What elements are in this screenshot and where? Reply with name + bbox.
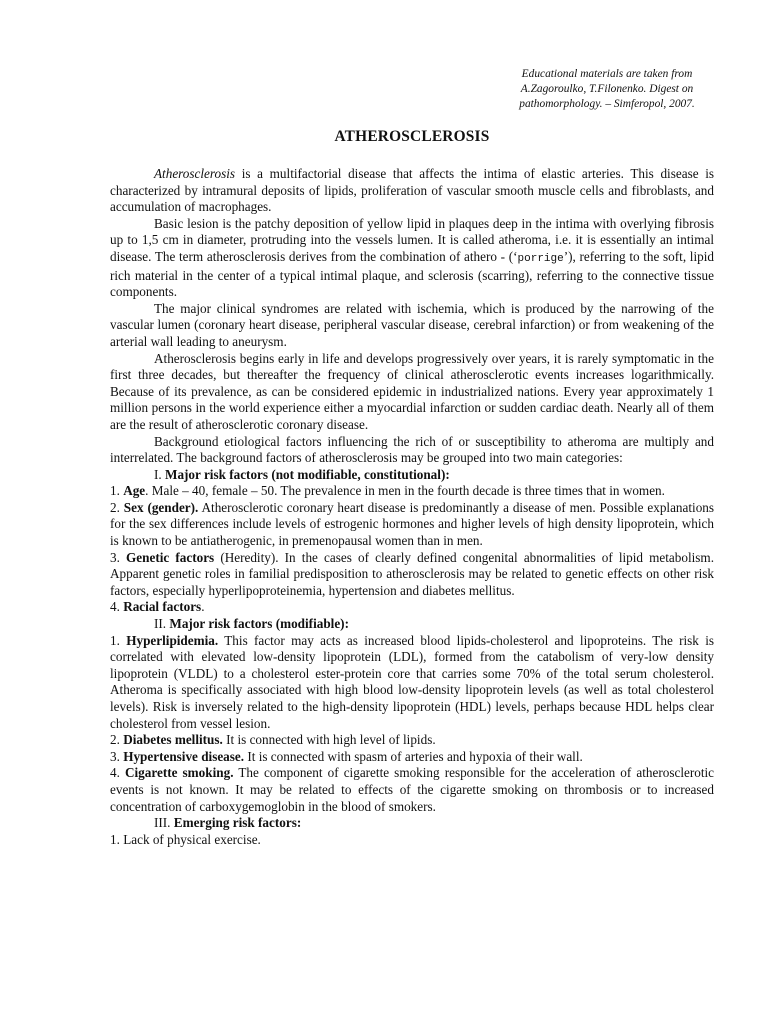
list-item [110,633,714,733]
item-text: The component of cigarette smoking responsible for the acceleration of atherosclerotic events is not known. It may be related to effects of the cigarette smoking on thrombosis or to increased concentration of carboxygemoglobin in the blood of smokers. [110,765,715,814]
document-title: ATHEROSCLEROSIS [334,128,490,145]
source-note-line: A.Zagoroulko, T.Filonenko. Digest on [520,82,694,95]
item-text: This factor may acts as increased blood lipids-cholesterol and lipoproteins. The risk is correlated with elevated low-density lipoprotein (LDL), formed from the catabolism of very-low density lipoprotein (VLDL) to a cholesterol ester-protein core that carries some 70% of the total serum cholesterol. Atheroma is specifically associated with high blood low-density lipoprotein levels (as well as total cholesterol levels). Risk is inversely related to the high-density lipoprotein (HDL) levels, perhaps because HDL helps clear cholesterol from vessel lesion. [110,632,715,731]
item-text: . [201,599,205,615]
background-paragraph: Background etiological factors influencing the rich of or susceptibility to atheroma are multiply and interrelated. The background factors of atherosclerosis may be grouped into two main categories: [110,433,714,466]
source-note [500,67,714,111]
intro-term: Atherosclerosis [154,166,236,181]
intro-text: is a multifactorial disease that affects the intima of elastic arteries. This disease is characterized by intramural deposits of lipids, proliferation of vascular smooth muscle cells and fibroblasts, and accumulation of macrophages. [110,166,714,215]
section-heading-text: Emerging risk factors: [173,815,302,831]
list-item [110,599,714,616]
item-number: 1. [110,632,127,648]
item-number: 4. [110,599,124,615]
section-heading-1 [110,467,714,484]
section-heading-3 [110,815,714,832]
list-item: 1. Lack of physical exercise. [110,831,261,847]
document-body [110,166,714,848]
section-numeral: I. [154,466,165,482]
section-heading-text: Major risk factors (modifiable): [169,616,349,632]
intro-paragraph [110,166,714,216]
list-item [110,500,714,550]
basic-lesion-paragraph [110,216,714,301]
item-number: 4. [110,765,125,781]
section-numeral: III. [154,815,174,831]
item-term: Age [123,483,146,499]
item-text: Atherosclerotic coronary heart disease is predominantly a disease of men. Possible explanations for the sex differences include levels of estrogenic hormones and higher levels of high density lipoprotein, which is known to be antiatherogenic, in premenopausal women than in men. [110,499,715,549]
item-number: 3. [110,748,124,764]
list-item [110,732,714,749]
begins-paragraph: Atherosclerosis begins early in life and develops progressively over years, it is rarely symptomatic in the first three decades, but thereafter the frequency of clinical atherosclerotic events increases logarithmically. Because of its prevalence, as can be considered epidemic in industrialized nations. Every year approximately 1 million persons in the world experience either a myocardial infarction or sudden cardiac death. Nearly all of them are the result of atherosclerotic coronary disease. [110,350,714,432]
item-number: 2. [110,732,124,748]
item-term: Racial factors [123,599,202,615]
list-item [110,749,714,766]
item-number: 1. [110,483,124,499]
basic-lesion-text: Basic lesion is the patchy deposition of yellow lipid in plaques deep in the intima with overlying fibrosis up to 1,5 cm in diameter, protruding into the vessels lumen. It is called atheroma, i.e. it is essentially an intimal disease. The term atherosclerosis derives from the combination of athero - (‘ [110,215,714,264]
source-note-line: Educational materials are taken from [521,68,693,80]
item-term: Cigarette smoking. [124,765,234,781]
source-note-line: pathomorphology. – Simferopol, 2007. [519,97,695,110]
basic-lesion-text-end: ’), referring to the soft, lipid rich material in the center of a typical intimal plaque, and sclerosis (scarring), referring to the connective tissue components. [110,248,714,300]
item-text: It is connected with high level of lipids. [222,732,436,748]
section-heading-text: Major risk factors (not modifiable, constitutional): [165,466,450,482]
porrige-word: porrige [517,252,564,265]
section-heading-2 [110,616,714,633]
list-item [110,765,714,815]
item-number: 3. [110,549,127,565]
item-text: (Heredity). In the cases of clearly defined congenital abnormalities of lipid metabolism. Apparent genetic roles in familial predisposition to atherosclerosis may be related to genetic effects on other risk factors, especially hyperlipoproteinemia, hypertension and diabetes mellitus. [110,549,714,598]
syndromes-paragraph: The major clinical syndromes are related with ischemia, which is produced by the narrowing of the vascular lumen (coronary heart disease, peripheral vascular disease, cerebral infarction) or from weakening of the arterial wall leading to aneurysm. [110,300,714,349]
section-numeral: II. [154,616,170,632]
item-term: Sex (gender). [123,499,199,515]
item-text: . Male – 40, female – 50. The prevalence in men in the fourth decade is three times that in women. [145,483,665,499]
item-term: Hypertensive disease. [123,748,245,764]
item-term: Hyperlipidemia. [126,632,219,648]
item-term: Genetic factors [126,549,215,565]
item-term: Diabetes mellitus. [123,732,223,748]
list-item [110,483,714,500]
item-text: It is connected with spasm of arteries and hypoxia of their wall. [244,748,583,764]
list-item [110,550,714,600]
item-number: 2. [110,499,124,515]
